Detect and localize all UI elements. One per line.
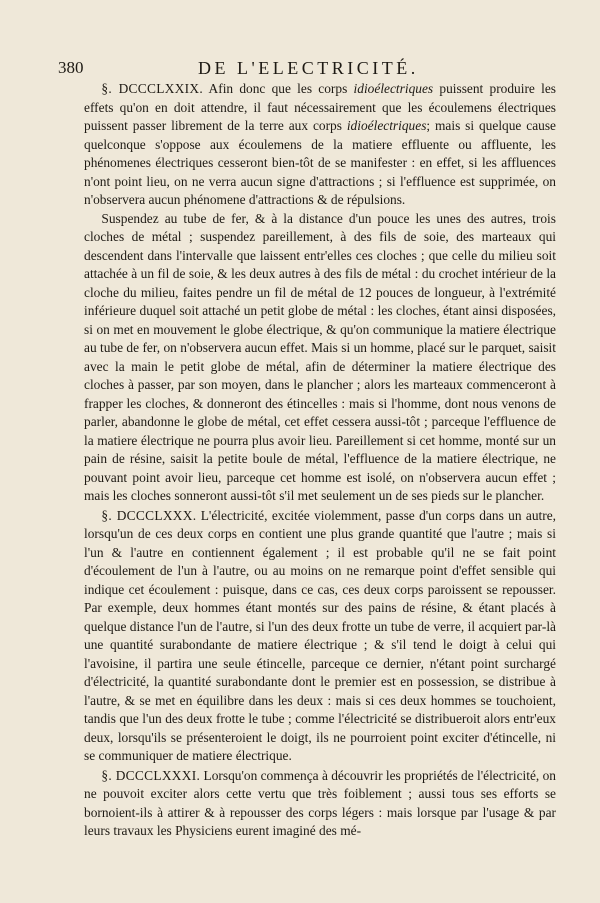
italic-term: idioélectriques — [346, 118, 427, 133]
section-number: §. DCCCLXXXI. — [101, 767, 201, 783]
section-number: §. DCCCLXXIX. — [101, 81, 204, 96]
text-run: L'électricité, excitée violemment, passe d'un corps dans un autre, lorsqu'un de ces deux corps en contient une plus grande quantité que l'autre ; mais si l'un & l'autre en contiennent également ; il est probable qu'il ne se fait point d'écoulement de l'un à l'autre, ou au moins on ne remarque point d'effet sensible qui indique cet écoulement : puisque, dans ce cas, ces deux corps paroissent se repousser. Par exemple, deux hommes étant montés sur des pains de résine, & étant placés à quelque distance l'un de l'autre, si l'un des deux frotte un tube de verre, il acquiert par-là une quantité surabondante de matiere électrique ; & s'il tend le doigt à celui qui l'avoisine, il partira une seule étincelle, parceque ce dernier, n'étant point surchargé d'électricité, la quantité surabondante dont le premier est en possession, se distribue à l'autre, & se met en équilibre dans les deux : mais si ces deux hommes se touchoient, tandis que l'un des deux frotte le tube ; comme l'électricité se distribueroit alors entr'eux deux, lorsqu'ils se présenteroient le doigt, ils ne pourroient point exciter d'étincelle, ni se communiquer de matiere électrique. — [84, 507, 556, 763]
text-run: puissent produire les effets qu'on en doit attendre, il faut nécessairement que les écoulemens électriques puissent passer librement de la terre aux corps — [84, 81, 556, 133]
italic-term: idioélectriques — [353, 81, 434, 96]
paragraph-bells-experiment — [84, 210, 556, 506]
paragraph-880 — [84, 507, 556, 766]
paragraph-881 — [84, 767, 556, 841]
section-number: §. DCCCLXXX. — [101, 507, 197, 523]
body-text — [84, 80, 556, 841]
paragraph-879 — [84, 80, 556, 210]
text-run: ; mais si quelque cause quelconque s'oppose aux écoulemens de la matiere effluente ou affluente, les phénomenes électriques cesseront bien-tôt de se manifester : en effet, si les affluences n'ont point lieu, on ne verra aucun signe d'attractions ; si l'effluence est supprimée, on n'observera aucun phénomene d'attractions & de répulsions. — [84, 118, 556, 207]
text-run: Suspendez au tube de fer, & à la distance d'un pouce les unes des autres, trois cloches de métal ; suspendez pareillement, à des fils de soie, des marteaux qui descendent dans l'intervalle que laissent entr'elles ces cloches ; que celle du milieu soit attachée à un fil de soie, & les deux autres à des fils de métal : du crochet intérieur de la cloche du milieu, faites pendre un fil de métal de 12 pouces de longueur, à l'extrémité inférieure duquel soit attaché un petit globe de métal : les cloches, étant ainsi disposées, si on met en mouvement le globe électrique, & qu'on communique la matiere électrique au tube de fer, on n'observera aucun effet. Mais si un homme, placé sur le parquet, saisit avec la main le petit globe de métal, afin de déterminer la matiere électrique des cloches à passer, par son moyen, dans le plancher ; alors les marteaux commenceront à frapper les cloches, & donneront des étincelles : mais si l'homme, dont nous venons de parler, abandonne le globe de métal, cet effet cessera aussi-tôt ; parceque l'effluence de la matiere électrique ne pourra plus avoir lieu. Pareillement si cet homme, monté sur un pain de résine, saisit la petite boule de métal, l'effluence de la matiere électrique, ne pouvant point avoir lieu, parceque cet homme est isolé, on n'observera aucun effet ; mais les cloches sonneront aussi-tôt s'il met seulement un de ses pieds sur le plancher. — [84, 210, 556, 503]
page-header — [58, 58, 558, 80]
page-number: 380 — [58, 58, 84, 77]
text-run: Afin donc que les corps — [203, 81, 354, 96]
running-title: DE L'ELECTRICITÉ. — [198, 58, 419, 78]
text-run: Lorsqu'on commença à découvrir les propriétés de l'électricité, on ne pouvoit exciter alors cette vertu que très foiblement ; aussi tous ses efforts se bornoient-ils à attirer & à repousser des corps légers : mais lorsque par l'usage & par leurs travaux les Physiciens eurent imaginé des mé- — [84, 767, 556, 838]
